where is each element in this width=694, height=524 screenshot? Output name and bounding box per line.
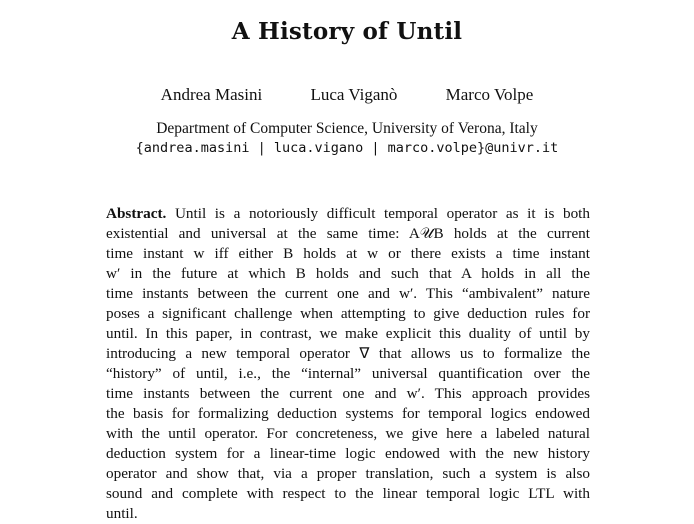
paper-title: A History of Until [231, 18, 463, 45]
author-name: Luca Viganò [310, 85, 398, 104]
author-list [0, 85, 694, 105]
abstract-line: operator and show that, via a proper translation, such a system is also [106, 465, 590, 482]
abstract-line: introducing a new temporal operator ∇ that allows us to formalize the [106, 345, 590, 362]
abstract [106, 204, 590, 524]
abstract-label: Abstract. [106, 205, 167, 222]
abstract-line: w′ in the future at which B holds and such that A holds in all the [106, 265, 590, 282]
abstract-line: time instants between the current one and w′. This approach provides [106, 385, 590, 402]
abstract-line: sound and complete with respect to the linear temporal logic LTL with [106, 485, 590, 502]
abstract-line: time instants between the current one and w′. This “ambivalent” nature [106, 285, 590, 302]
abstract-line: Abstract. Until is a notoriously difficult temporal operator as it is both [106, 205, 591, 222]
abstract-line: until. In this paper, in contrast, we make explicit this duality of until by [106, 325, 590, 342]
abstract-line: poses a significant challenge when attempting to give deduction rules for [106, 305, 590, 322]
abstract-line: until. [106, 505, 138, 522]
author-emails: {andrea.masini | luca.vigano | marco.volpe}@univr.it [135, 140, 559, 156]
abstract-line: deduction system for a linear-time logic endowed with the new history [106, 445, 590, 462]
author-name: Marco Volpe [445, 85, 534, 104]
affiliation: Department of Computer Science, University of Verona, Italy [156, 120, 538, 137]
abstract-line: “history” of until, i.e., the “internal” universal quantification over the [106, 365, 590, 382]
author-name: Andrea Masini [160, 85, 263, 104]
abstract-line: time instant w iff either B holds at w or there exists a time instant [106, 245, 590, 262]
abstract-line: with the until operator. For concreteness, we give here a labeled natural [106, 425, 590, 442]
abstract-line: the basis for formalizing deduction systems for temporal logics endowed [106, 405, 590, 422]
abstract-line: existential and universal at the same time: A𝒰B holds at the current [106, 225, 590, 242]
